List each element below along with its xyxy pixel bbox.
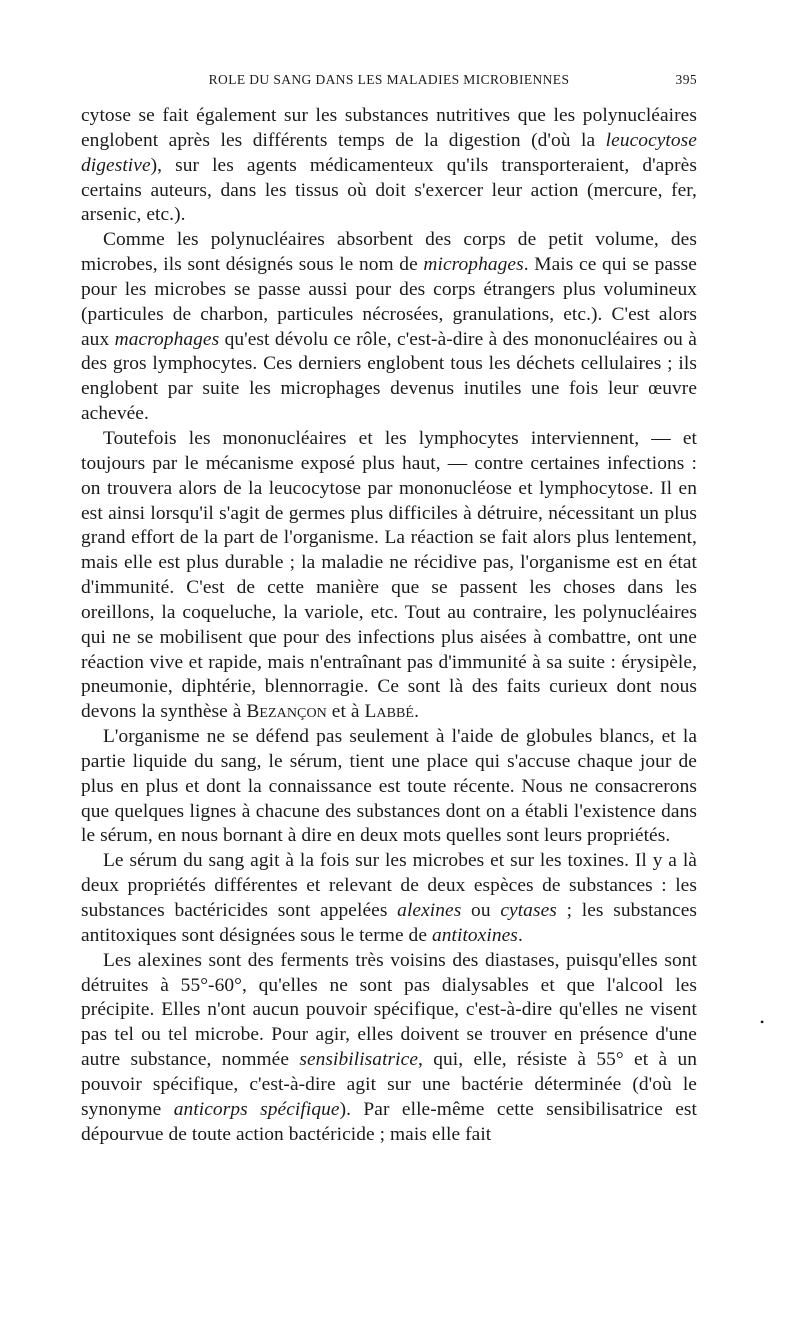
book-page [81, 72, 697, 1147]
italic-term: microphages [423, 254, 524, 276]
italic-term: leucocytose digestive [81, 129, 697, 176]
paragraph-1 [81, 104, 697, 228]
paragraph-4 [81, 725, 697, 849]
running-title: ROLE DU SANG DANS LES MALADIES MICROBIENNES [208, 72, 570, 87]
text-run: L'organisme ne se défend pas seulement à l'aide de globules blancs, et la partie liquide du sang, le sérum, tient une place qui s'accuse chaque jour de plus en plus et dont la connaissance est toute récente. Nous ne consacrerons que quelques lignes à chacune des substances dont on a établi l'existence dans le sérum, en nous bornant à dire en deux mots quelles sont leurs propriétés. [81, 726, 697, 847]
author-name: Bezançon [246, 701, 327, 723]
italic-term: alexines [397, 900, 462, 921]
page-number: 395 [675, 72, 697, 87]
text-run: Toutefois les mononucléaires et les lymphocytes interviennent, — et toujours par le mécanisme exposé plus haut, — contre certaines infections : on trouvera alors de la leucocytose par mononucléose et lymphocytose. Il en est ainsi lorsqu'il s'agit de germes plus difficiles à détruire, nécessitant un plus grand effort de la part de l'organisme. La réaction se fait alors plus lentement, mais elle est plus durable ; la maladie ne récidive pas, l'organisme est en état d'immunité. C'est de cette manière que se passent les choses dans les oreillons, la coqueluche, la variole, etc. Tout au contraire, les polynucléaires qui ne se mobilisent que pour des infections plus aisées à combattre, ont une réaction vive et rapide, mais n'entraînant pas d'immunité à sa suite : érysipèle, pneumonie, diphtérie, blennorragie. Ce sont là des faits curieux dont nous devons la synthèse à [81, 427, 697, 723]
margin-mark: • [760, 1015, 765, 1029]
paragraph-2 [81, 228, 697, 427]
paragraph-6 [81, 949, 697, 1148]
author-name: Labbé [364, 701, 415, 723]
text-run: ), sur les agents médicamenteux qu'ils transporteraient, d'après certains auteurs, dans les tissus où doit s'exercer leur action (mercure, fer, arsenic, etc.). [81, 154, 697, 226]
italic-term: anticorps spécifique [173, 1098, 340, 1120]
paragraph-5 [81, 849, 697, 948]
text-run: ). Par elle-même cette sensibilisatrice est dépourvue de toute action bactéricide ; mais elle fait [81, 1098, 697, 1145]
text-run: Comme les polynucléaires absorbent des corps de petit volume, des microbes, ils sont désignés sous le nom de [81, 229, 697, 276]
body-text [81, 104, 697, 1147]
italic-term: macrophages [114, 328, 220, 350]
text-run: ou [461, 900, 501, 921]
running-header [81, 72, 697, 96]
italic-term: sensibilisatrice [299, 1049, 419, 1071]
text-run: . [517, 924, 523, 946]
text-run: cytose se fait également sur les substances nutritives que les polynucléaires englobent après les différents temps de la digestion (d'où la [81, 105, 697, 151]
text-run: . Mais ce qui se passe pour les microbes se passe aussi pour des corps étrangers plus volumineux (particules de charbon, particules nécrosées, granulations, etc.). C'est alors aux [81, 254, 697, 350]
text-run: qu'est dévolu ce rôle, c'est-à-dire à des mononucléaires ou à des gros lymphocytes. Ces derniers englobent tous les déchets cellulaires ; ils englobent par suite les microphages devenus inutiles une fois leur œuvre achevée. [81, 328, 697, 425]
paragraph-3 [81, 427, 697, 725]
text-run: ; les substances antitoxiques sont désignées sous le terme de [81, 900, 698, 946]
italic-term: cytases [500, 900, 557, 921]
text-run: , qui, elle, résiste à 55° et à un pouvoir spécifique, c'est-à-dire agit sur une bactérie déterminée (d'où le synonyme [81, 1049, 698, 1120]
text-run: . [414, 701, 420, 723]
text-run: et à [326, 701, 365, 723]
italic-term: antitoxines [431, 924, 518, 946]
text-run: Le sérum du sang agit à la fois sur les microbes et sur les toxines. Il y a là deux propriétés différentes et relevant de deux espèces de substances : les substances bactéricides sont appelées [81, 850, 697, 921]
text-run: Les alexines sont des ferments très voisins des diastases, puisqu'elles sont détruites à 55°-60°, qu'elles ne sont pas dialysables et que l'alcool les précipite. Elles n'ont aucun pouvoir spécifique, c'est-à-dire qu'elles ne visent pas tel ou tel microbe. Pour agir, elles doivent se trouver en présence d'une autre substance, nommée [81, 949, 697, 1071]
